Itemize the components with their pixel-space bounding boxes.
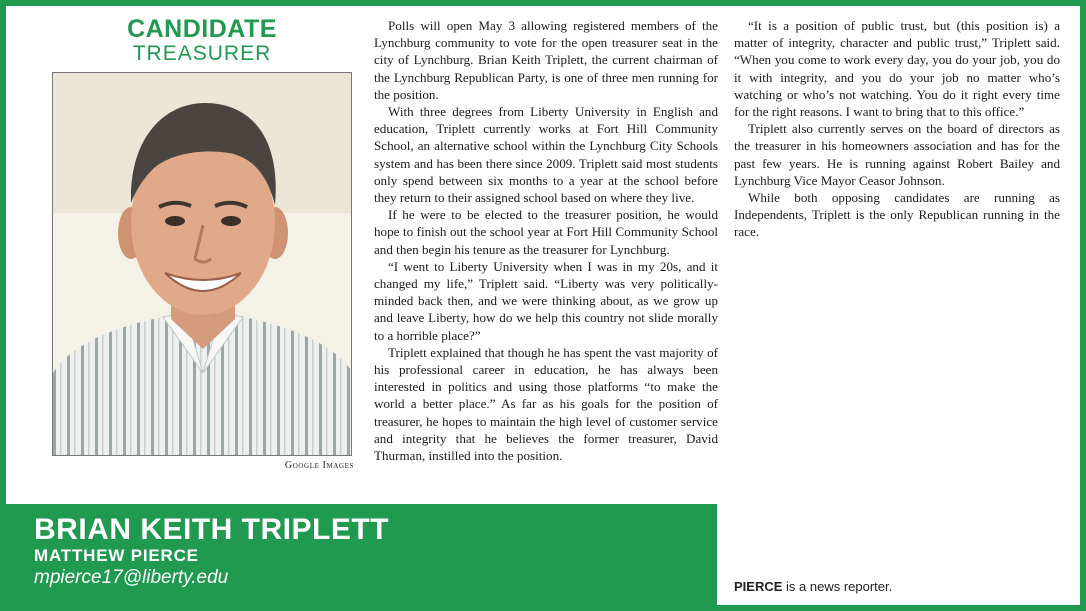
kicker: CANDIDATE	[127, 15, 277, 43]
paragraph-3: If he were to be elected to the treasurer position, he would hope to finish out the school year at Fort Hill Community School and then begin his tenure as the treasurer for Lynchburg.	[374, 207, 718, 257]
headline-name: BRIAN KEITH TRIPLETT	[34, 513, 389, 546]
section-header	[52, 16, 352, 66]
byline-email[interactable]: mpierce17@liberty.edu	[34, 567, 229, 588]
headline-banner	[6, 504, 717, 605]
article-column-2	[734, 17, 1060, 241]
photo-credit: Google Images	[284, 460, 354, 471]
portrait-illustration	[53, 73, 352, 456]
paragraph-7: Triplett also currently serves on the board of directors as the treasurer in his homeowners association and has for the past few years. He is running against Robert Bailey and Lynchburg Vice Mayor Ceasor Johnson.	[734, 121, 1060, 188]
paragraph-2: With three degrees from Liberty University in English and education, Triplett currently works at Fort Hill Community School, an alternative school within the Lynchburg City Schools system and has been there since 2009. Triplett said most students only spend between six months to a year at the school before they return to their assigned school based on where they live.	[374, 104, 718, 206]
byline-author: MATTHEW PIERCE	[34, 546, 199, 565]
author-bio	[734, 579, 892, 594]
bio-text: is a news reporter.	[782, 579, 893, 594]
candidate-photo	[52, 72, 352, 456]
paragraph-1: Polls will open May 3 allowing registered members of the Lynchburg community to vote for the open treasurer seat in the city of Lynchburg. Brian Keith Triplett, the current chairman of the Lynchburg Republican Party, is one of three men running for the position.	[374, 18, 718, 102]
bio-name: PIERCE	[734, 579, 783, 594]
paragraph-4: “I went to Liberty University when I was in my 20s, and it changed my life,” Triplett said. “Liberty was very politically-minded back then, and we were thinking about, as we grow up and leave Liberty, how do we help this country not slide morally to a horrible place?”	[374, 258, 718, 343]
paragraph-6: “It is a position of public trust, but (this position is) a matter of integrity, character and public trust,” Triplett said. “When you come to work every day, you do your job, you do it with integrity, and you do your job no matter who’s watching or who’s not watching. You do it right every time for the right reasons. I want to bring that to this office.”	[734, 18, 1060, 120]
subkicker: TREASURER	[132, 42, 272, 65]
paragraph-8: While both opposing candidates are running as Independents, Triplett is the only Republican running in the race.	[734, 190, 1060, 240]
article-column-1	[374, 17, 718, 464]
paragraph-5: Triplett explained that though he has spent the vast majority of his professional career in education, he has always been interested in politics and using those platforms “to make the world a better place.” As far as his goals for the position of treasurer, he hopes to maintain the high level of customer service and integrity that he believes the former treasurer, David Thurman, instilled into the position.	[374, 344, 718, 464]
